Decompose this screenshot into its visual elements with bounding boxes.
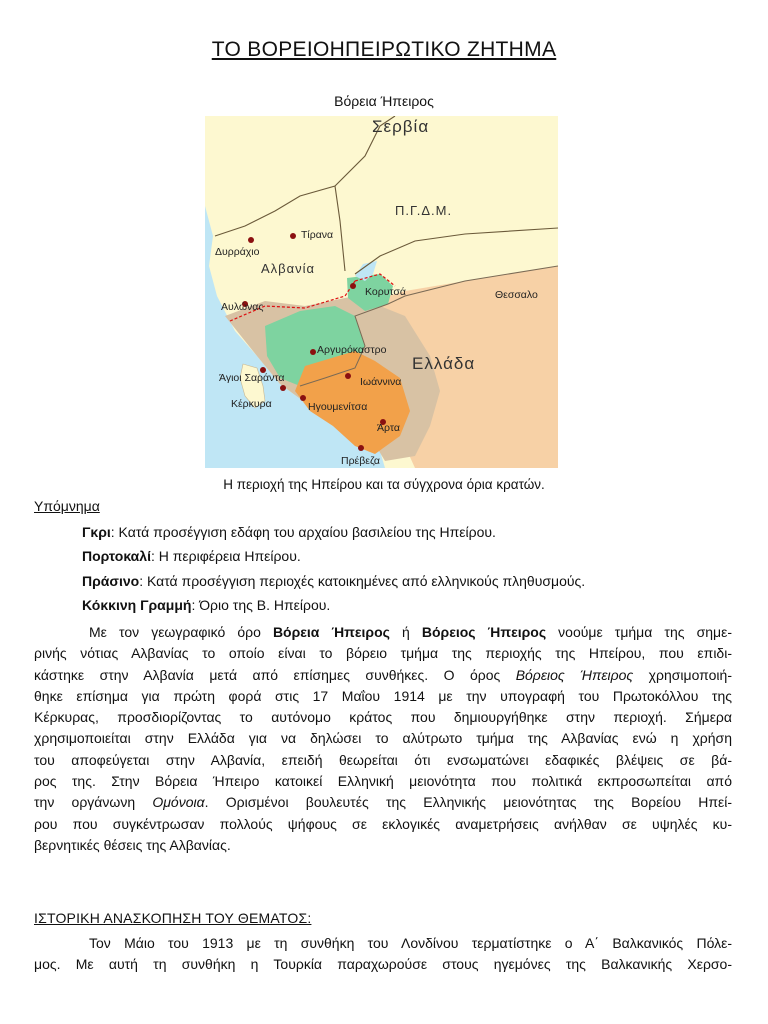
map-label-agioi-saranta: Άγιοι Σαράντα — [219, 372, 285, 384]
text-run: Με τον γεωγραφικό όρο — [89, 624, 273, 640]
term-bold: Βόρεια Ήπειρος — [272, 624, 390, 640]
map-image — [205, 116, 558, 468]
paragraph-line: ρος της. Στην Βόρεια Ήπειρο κατοικεί Ελληνική μειονότητα που πολιτικά εκπροσωπείται από — [34, 773, 732, 790]
map-label-greece: Ελλάδα — [412, 354, 476, 373]
text-run: χρησιμοποιή- — [633, 666, 732, 683]
text-run: την οργάνωνη — [34, 794, 153, 811]
legend-item-red-line — [82, 597, 330, 613]
map-label-ioannina: Ιωάννινα — [360, 376, 402, 388]
paragraph-line — [34, 622, 732, 643]
legend-key: Γκρι — [82, 524, 111, 540]
map-label-fyrom: Π.Γ.Δ.Μ. — [395, 203, 453, 218]
legend-key: Πράσινο — [82, 573, 140, 589]
city-marker — [290, 233, 296, 239]
legend-text: : Η περιφέρεια Ηπείρου. — [150, 548, 301, 564]
text-run: κάστηκε στην Αλβανία μετά από επίσημες συνθήκες. Ο όρος — [34, 666, 516, 683]
city-marker — [280, 385, 286, 391]
map-heading: Βόρεια Ήπειρος — [334, 93, 434, 109]
term-bold: Βόρειος Ήπειρος — [421, 624, 547, 640]
paragraph-line: Τον Μάιο του 1913 με τη συνθήκη του Λονδίνου τερματίστηκε ο Α΄ Βαλκανικός Πόλε- — [89, 935, 732, 951]
city-marker — [350, 283, 356, 289]
legend-item-grey — [82, 524, 496, 540]
map-label-serbia: Σερβία — [372, 117, 430, 136]
legend-text: : Κατά προσέγγιση περιοχές κατοικημένες από ελληνικούς πληθυσμούς. — [139, 573, 586, 589]
paragraph-line: χρησιμοποιείται στην Ελλάδα για να δηλώσει το αλύτρωτο τμήμα της Αλβανίας ενώ η χρήση — [34, 730, 732, 747]
text-run: ή — [389, 624, 422, 640]
paragraph-line — [34, 665, 732, 686]
map-label-tirana: Τίρανα — [301, 229, 334, 241]
legend-text: : Κατά προσέγγιση εδάφη του αρχαίου βασιλείου της Ηπείρου. — [110, 524, 496, 540]
term-italic: Ομόνοια — [152, 794, 205, 811]
city-marker — [310, 349, 316, 355]
map-label-durres: Δυρράχιο — [215, 246, 260, 258]
paragraph-line: του αποφεύγεται στην Αλβανία, επειδή θεωρείται ότι ενσωματώνει εδαφικές βλέψεις σε βά- — [34, 751, 732, 768]
legend-key: Κόκκινη Γραμμή — [82, 597, 192, 613]
map-label-thessaloniki: Θεσσαλο — [495, 289, 538, 301]
city-marker — [345, 373, 351, 379]
map-label-arta: Άρτα — [377, 422, 400, 434]
legend-item-green — [82, 573, 585, 589]
paragraph-line: Κέρκυρας, προσδιορίζοντας το αυτόνομο κράτος που δημιουργήθηκε στην περιοχή. Σήμερα — [34, 709, 732, 726]
paragraph-line: θηκε επίσημα για πρώτη φορά στις 17 Μαΐου 1914 με την υπογραφή του Πρωτοκόλλου της — [34, 687, 732, 704]
text-run: . Ορισμένοι βουλευτές της Ελληνικής μειονότητας της Βορείου Ηπεί- — [204, 794, 732, 811]
city-marker — [358, 445, 364, 451]
map-label-korytsa: Κορυτσά — [365, 286, 406, 298]
document-title: ΤΟ ΒΟΡΕΙΟΗΠΕΙΡΩΤΙΚΟ ΖΗΤΗΜΑ — [211, 38, 557, 61]
city-marker — [248, 237, 254, 243]
city-marker — [300, 395, 306, 401]
map-label-albania: Αλβανία — [261, 261, 316, 276]
history-paragraph — [34, 933, 732, 976]
intro-paragraph — [34, 622, 732, 856]
term-italic: Βόρειος Ήπειρος — [515, 666, 634, 683]
text-run: νοούμε τμήμα της σημε- — [546, 624, 732, 640]
map-label-argyrokastro: Αργυρόκαστρο — [317, 344, 387, 356]
map-label-preveza: Πρέβεζα — [341, 455, 380, 467]
map-label-avlonas: Αυλώνας — [221, 301, 264, 313]
legend-heading: Υπόμνημα — [34, 498, 100, 514]
paragraph-line: μος. Με αυτή τη συνθήκη η Τουρκία παραχωρούσε στους ηγεμόνες της Βαλκανικής Χερσο- — [34, 956, 732, 973]
paragraph-line — [34, 792, 732, 813]
map-label-igoumenitsa: Ηγουμενίτσα — [308, 401, 368, 413]
map-caption: Η περιοχή της Ηπείρου και τα σύγχρονα όρια κρατών. — [223, 477, 545, 492]
history-heading: ΙΣΤΟΡΙΚΗ ΑΝΑΣΚΟΠΗΣΗ ΤΟΥ ΘΕΜΑΤΟΣ: — [34, 910, 312, 926]
paragraph-line: ρου που συγκέντρωσαν πολλούς ψήφους σε εκλογικές αναμετρήσεις ανήλθαν σε υψηλές κυ- — [34, 815, 732, 832]
legend-item-orange — [82, 548, 301, 564]
legend-key: Πορτοκαλί — [82, 548, 151, 564]
map-label-kerkyra: Κέρκυρα — [231, 398, 272, 410]
paragraph-line: ρινής νότιας Αλβανίας το οποίο είναι το βόρειο τμήμα της περιοχής της Ηπείρου, που επιδι- — [34, 645, 732, 662]
legend-text: : Όριο της Β. Ηπείρου. — [191, 597, 331, 613]
paragraph-line: βερνητικές θέσεις της Αλβανίας. — [34, 836, 231, 853]
